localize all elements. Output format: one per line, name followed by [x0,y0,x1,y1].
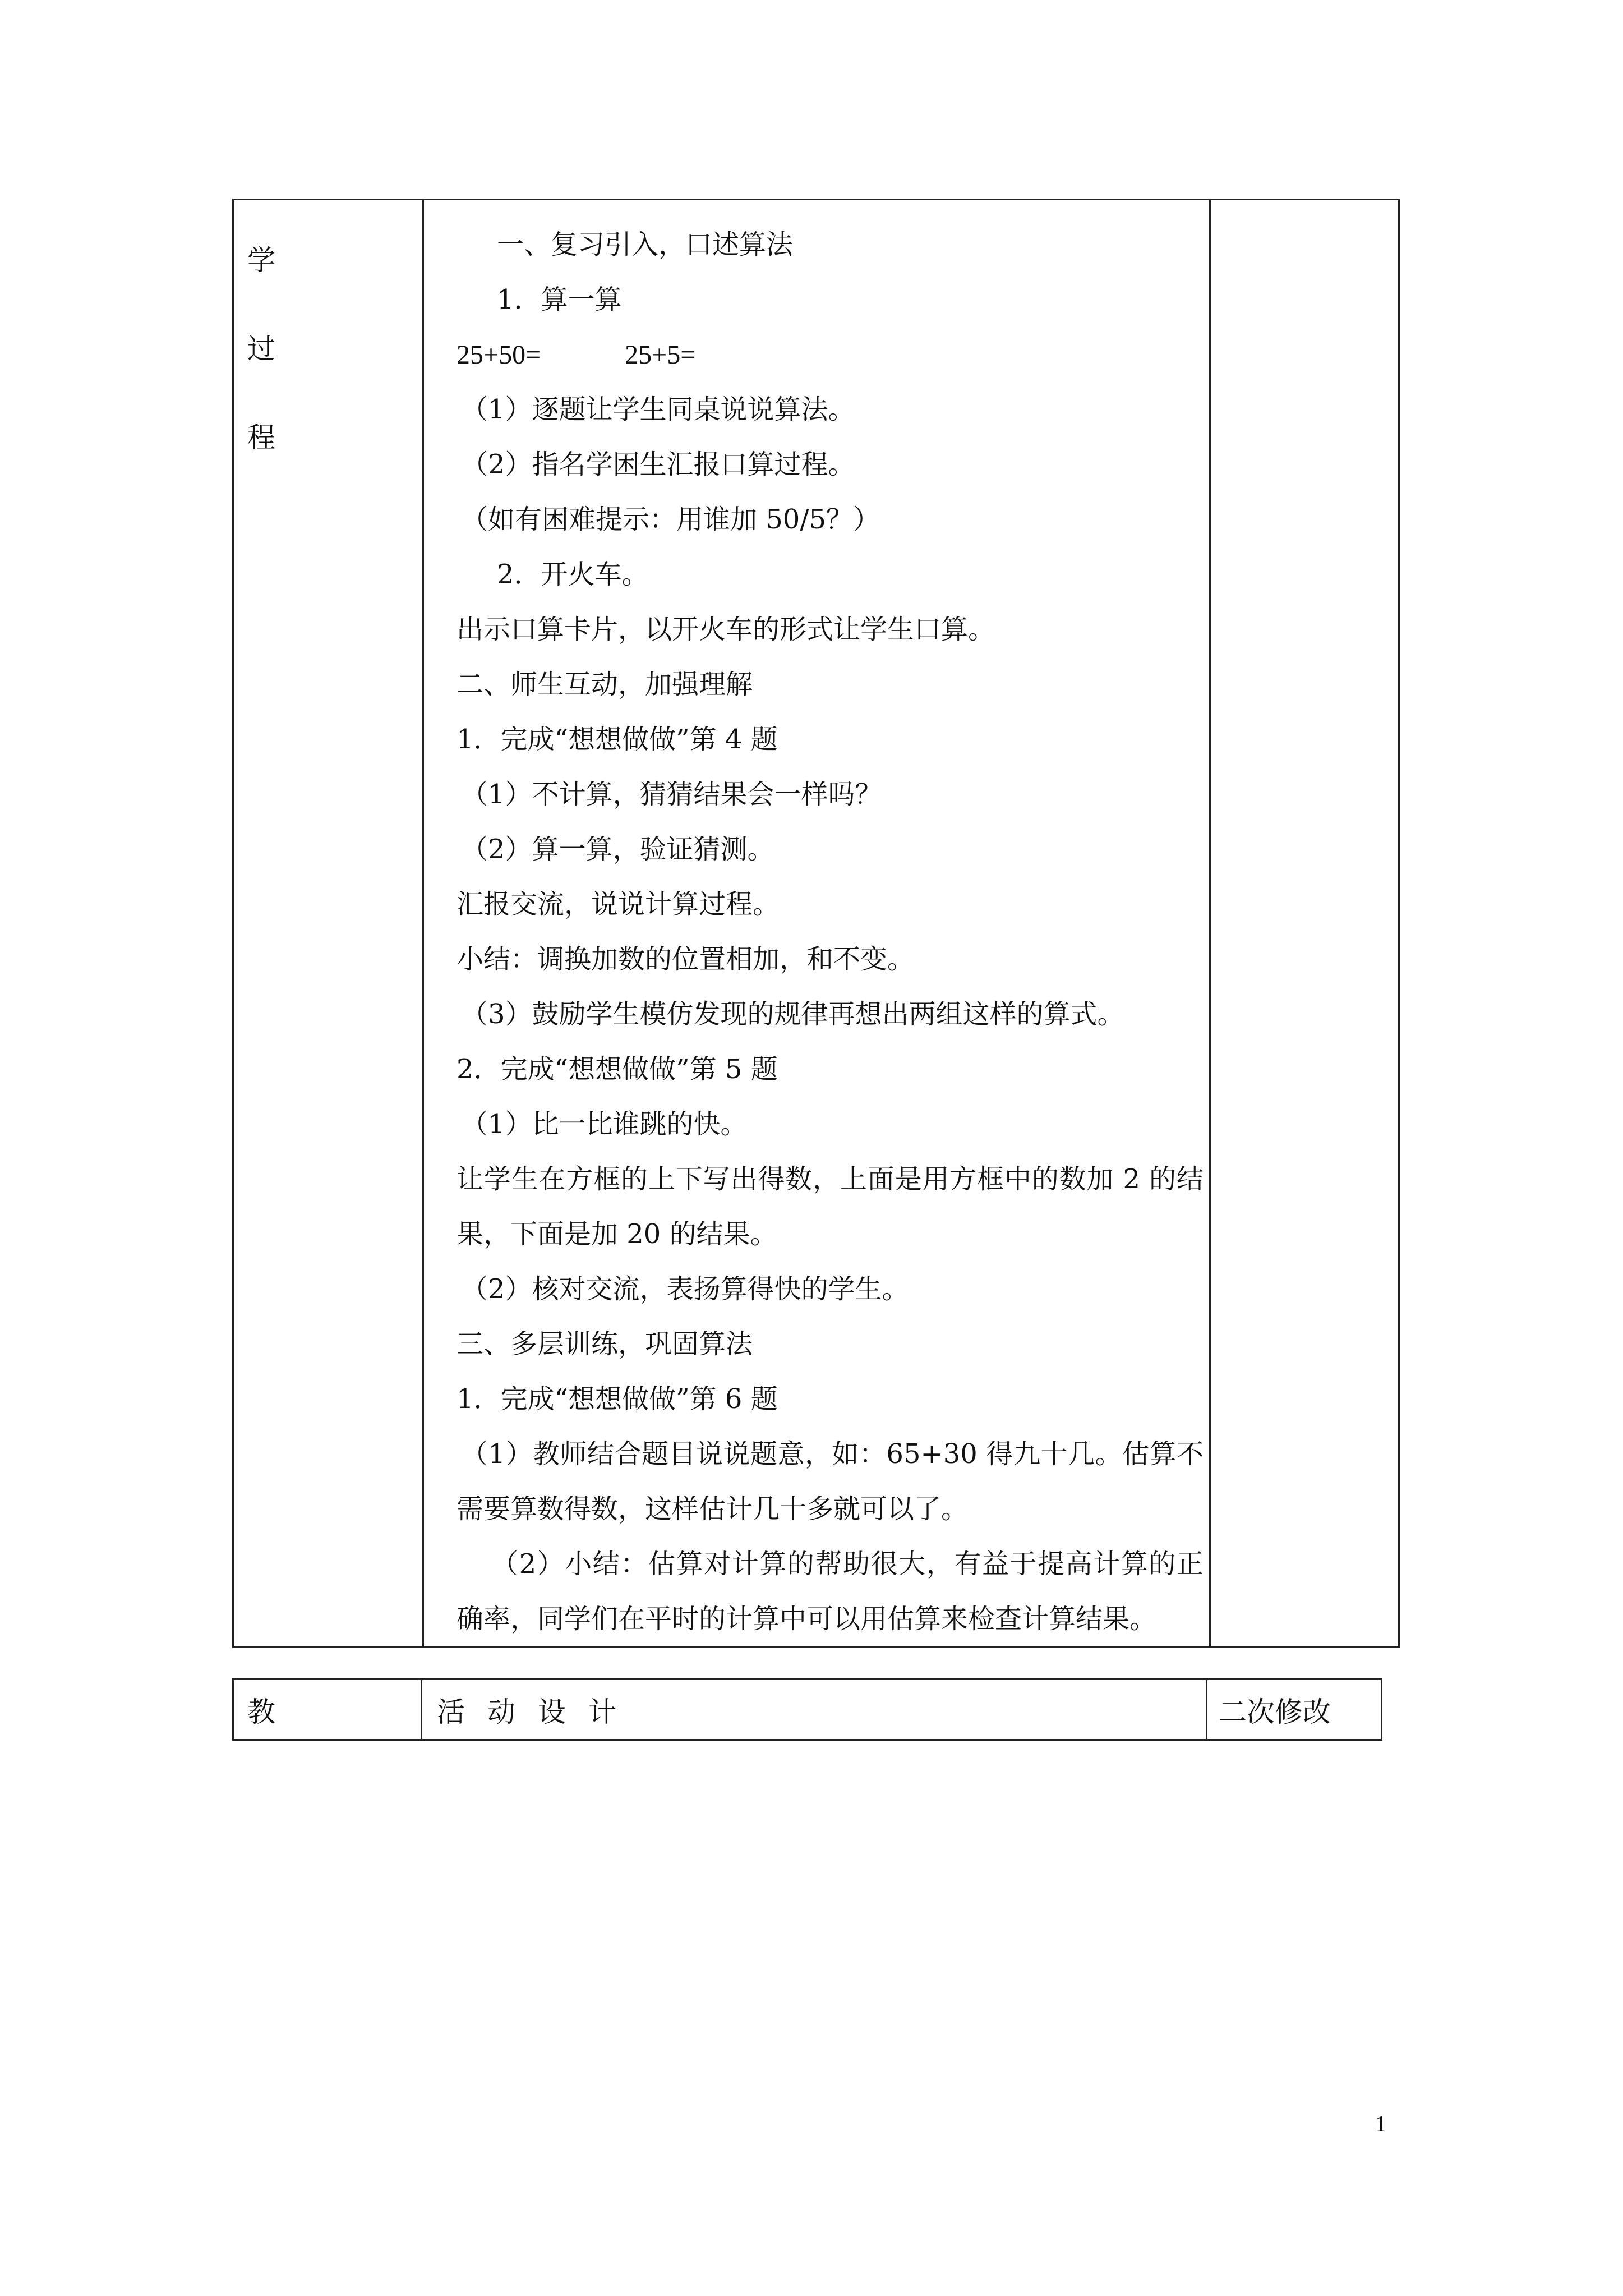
paragraph: 让学生在方框的上下写出得数，上面是用方框中的数加 2 的结果，下面是加 20 的结果。 [457,1163,1204,1250]
section-title: 二、师生互动，加强理解 [457,669,753,700]
table-row [233,1680,1382,1740]
expression: 25+50= [457,340,541,370]
next-page-header-table [232,1678,1382,1741]
side-label-cell [233,200,423,1648]
paragraph: 出示口算卡片，以开火车的形式让学生口算。 [457,614,995,645]
paragraph: （1）教师结合题目说说题意，如：65+30 得九十几。估算不需要算数得数，这样估计几十多就可以了。 [457,1438,1204,1525]
paragraph: 汇报交流，说说计算过程。 [457,889,780,920]
header-cell-teaching: 教 [233,1680,422,1740]
list-item: 2．完成“想想做做”第 5 题 [457,1053,778,1085]
table-row [233,200,1399,1648]
expression-row [457,327,1204,382]
list-item: 2．开火车。 [497,559,649,590]
header-cell-activity-design: 活动设计 [422,1680,1207,1740]
section-title: 三、多层训练，巩固算法 [457,1328,753,1360]
paragraph: （2）小结：估算对计算的帮助很大，有益于提高计算的正确率，同学们在平时的计算中可以用估算来检查计算结果。 [457,1548,1204,1635]
side-label-char: 过 [247,333,275,365]
list-item: （2）指名学困生汇报口算过程。 [461,449,855,480]
header-cell-second-revision: 二次修改 [1207,1680,1382,1740]
list-item: （1）逐题让学生同桌说说算法。 [461,394,855,425]
page-number: 1 [1375,2111,1386,2136]
side-label-char: 程 [247,421,275,454]
list-item: （1）不计算，猜猜结果会一样吗？ [461,779,882,810]
side-label-char: 学 [247,244,275,277]
list-item: （3）鼓励学生模仿发现的规律再想出两组这样的算式。 [461,999,1124,1030]
section-title: 一、复习引入，口述算法 [497,229,794,260]
list-item: （1）比一比谁跳的快。 [461,1108,748,1140]
list-item: （2）核对交流，表扬算得快的学生。 [461,1273,909,1305]
activity-content-cell [423,200,1210,1648]
revision-cell [1210,200,1399,1648]
list-item: 1．完成“想想做做”第 6 题 [457,1383,778,1415]
list-item: 1．完成“想想做做”第 4 题 [457,724,778,755]
list-item: （2）算一算，验证猜测。 [461,834,774,865]
expression: 25+5= [625,340,696,370]
hint-text: （如有困难提示：用谁加 50/5？） [461,504,880,535]
lesson-process-table [232,199,1400,1648]
summary-text: 小结：调换加数的位置相加，和不变。 [457,944,915,975]
list-item: 1．算一算 [497,284,622,315]
